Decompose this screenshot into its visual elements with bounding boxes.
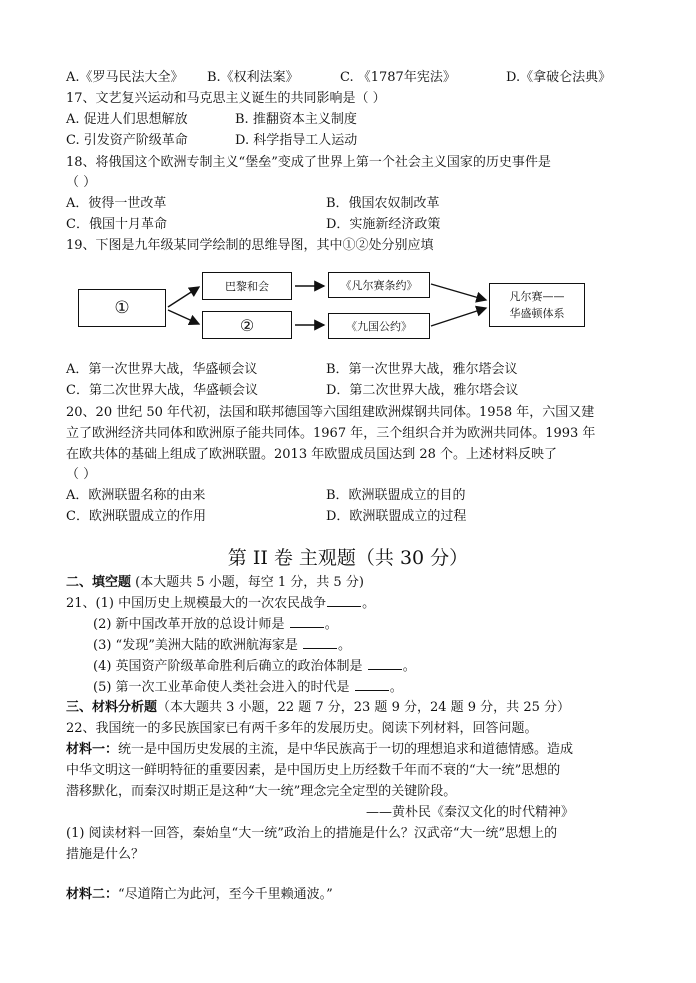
q20-option-b: B．欧洲联盟成立的目的 [326, 488, 466, 503]
q17-option-c: C. 引发资产阶级革命 [66, 133, 188, 148]
fill-heading: 二、填空题 [66, 575, 132, 590]
answer-blank[interactable] [355, 678, 389, 691]
arrow-5-to-6 [431, 308, 486, 326]
analysis-heading-note: （本大题共 3 小题，22 题 7 分，23 题 9 分，24 题 9 分，共 25 分） [157, 700, 570, 715]
mindmap-node-3: ② [202, 311, 292, 339]
section-2-title: 第 II 卷 主观题（共 30 分） [227, 547, 469, 569]
answer-blank[interactable] [327, 594, 361, 607]
answer-blank[interactable] [368, 657, 402, 670]
q16-option-c: C. 《1787年宪法》 [340, 70, 456, 85]
q20-option-c: C．欧洲联盟成立的作用 [66, 509, 206, 524]
q16-option-d: D.《拿破仑法典》 [506, 70, 612, 85]
answer-blank[interactable] [290, 615, 324, 628]
q21-item-1 [66, 594, 375, 614]
q20-line-4: （ ） [66, 467, 97, 482]
q17-option-b: B. 推翻资本主义制度 [235, 112, 357, 127]
q20-line-2: 立了欧洲经济共同体和欧洲原子能共同体。1967 年，三个组织合并为欧洲共同体。1993 年 [66, 426, 596, 441]
q17-option-a: A. 促进人们思想解放 [66, 112, 188, 127]
material-1-line-3: 潜移默化，而秦汉时期正是这种“大一统”理念完全定型的关键阶段。 [66, 784, 457, 799]
material-2-line [66, 885, 333, 905]
material-1-text-1: 统一是中国历史发展的主流，是中华民族高于一切的理想追求和道德情感。造成 [118, 742, 574, 757]
arrow-4-to-6 [431, 284, 486, 300]
q21-item-5-text: (5) 第一次工业革命使人类社会进入的时代是 [93, 680, 354, 695]
q19-option-a: A．第一次世界大战，华盛顿会议 [66, 362, 258, 377]
arrow-1-to-2 [168, 287, 199, 307]
answer-blank[interactable] [303, 636, 337, 649]
q19-stem: 19、下图是九年级某同学绘制的思维导图，其中①②处分别应填 [66, 238, 434, 253]
material-2-label: 材料二： [66, 887, 119, 902]
q21-item-5-end: 。 [389, 680, 403, 695]
q21-item-3-text: (3) “发现”美洲大陆的欧洲航海家是 [93, 638, 302, 653]
q18-option-b: B．俄国农奴制改革 [326, 196, 440, 211]
mindmap-node-2: 巴黎和会 [202, 272, 292, 300]
q19-option-b: B．第一次世界大战，雅尔塔会议 [326, 362, 518, 377]
q21-item-4-end: 。 [402, 659, 416, 674]
q17-stem: 17、文艺复兴运动和马克思主义诞生的共同影响是（ ） [66, 91, 386, 106]
q21-item-1-end: 。 [362, 596, 376, 611]
q20-line-1: 20、20 世纪 50 年代初，法国和联邦德国等六国组建欧洲煤钢共同体。1958 年，六国又建 [66, 405, 595, 420]
q21-item-2 [93, 615, 338, 635]
q17-option-d: D. 科学指导工人运动 [235, 133, 358, 148]
arrow-1-to-3 [168, 310, 199, 324]
q21-item-2-end: 。 [324, 617, 338, 632]
material-1-label: 材料一： [66, 742, 119, 757]
mindmap-node-6 [489, 283, 585, 327]
q20-option-d: D．欧洲联盟成立的过程 [326, 509, 467, 524]
mindmap-node-6-line1: 凡尔赛—— [509, 290, 565, 303]
q21-item-3 [93, 636, 351, 656]
q21-item-3-end: 。 [337, 638, 351, 653]
q21-item-5 [93, 678, 403, 698]
material-1-source: ——黄朴民《秦汉文化的时代精神》 [366, 805, 575, 820]
q18-option-a: A．彼得一世改革 [66, 196, 167, 211]
q22-stem: 22、我国统一的多民族国家已有两千多年的发展历史。阅读下列材料，回答问题。 [66, 721, 538, 736]
mindmap-node-4: 《凡尔赛条约》 [328, 272, 430, 298]
q19-option-d: D．第二次世界大战，雅尔塔会议 [326, 383, 519, 398]
mindmap-node-5: 《九国公约》 [328, 313, 430, 339]
mindmap-node-1: ① [78, 289, 166, 327]
q18-stem: 18、将俄国这个欧洲专制主义“堡垒”变成了世界上第一个社会主义国家的历史事件是 [66, 155, 551, 170]
q20-line-3: 在欧共体的基础上组成了欧洲联盟。2013 年欧盟成员国达到 28 个。上述材料反映了 [66, 447, 558, 462]
q16-option-a: A.《罗马民法大全》 [66, 70, 184, 85]
q21-item-4-text: (4) 英国资产阶级革命胜利后确立的政治体制是 [93, 659, 367, 674]
q16-option-b: B.《权利法案》 [207, 70, 299, 85]
mindmap-node-6-line2: 华盛顿体系 [509, 307, 565, 320]
material-1-line-1 [66, 740, 573, 760]
q21-item-2-text: (2) 新中国改革开放的总设计师是 [93, 617, 289, 632]
q21-item-4 [93, 657, 416, 677]
fill-heading-line [66, 573, 364, 593]
q18-option-d: D．实施新经济政策 [326, 217, 441, 232]
material-2-text: “尽道隋亡为此河，至今千里赖通波。” [118, 887, 333, 902]
material-1-line-2: 中华文明这一鲜明特征的重要因素，是中国历史上历经数千年而不衰的“大一统”思想的 [66, 763, 561, 778]
q18-option-c: C．俄国十月革命 [66, 217, 167, 232]
q18-stem-cont: （ ） [66, 175, 97, 190]
sub-question-1-line-1: (1) 阅读材料一回答，秦始皇“大一统”政治上的措施是什么？汉武帝“大一统”思想上的 [66, 826, 558, 841]
analysis-heading-line [66, 698, 570, 718]
q20-option-a: A．欧洲联盟名称的由来 [66, 488, 206, 503]
analysis-heading: 三、材料分析题 [66, 700, 158, 715]
fill-heading-note: (本大题共 5 小题，每空 1 分，共 5 分) [131, 575, 364, 590]
q21-item-1-text: 21、(1) 中国历史上规模最大的一次农民战争 [66, 596, 327, 611]
sub-question-1-line-2: 措施是什么？ [66, 847, 145, 862]
q19-option-c: C．第二次世界大战，华盛顿会议 [66, 383, 258, 398]
